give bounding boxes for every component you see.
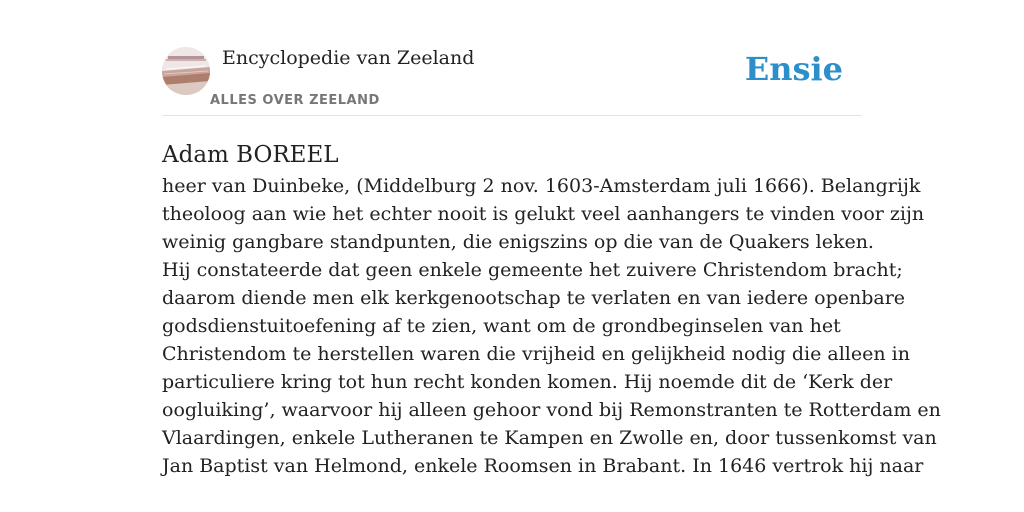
text-line: godsdienstuitoefening af te zien, want om de grondbeginselen van het [162, 315, 841, 337]
article-body [162, 172, 941, 480]
site-logo-image[interactable] [162, 47, 210, 95]
article [162, 138, 941, 480]
text-line: Vlaardingen, enkele Lutheranen te Kampen en Zwolle en, door tussenkomst van [162, 427, 937, 449]
ensie-logo-link[interactable]: Ensie [744, 50, 843, 88]
site-subtitle: ALLES OVER ZEELAND [210, 93, 380, 108]
text-line: daarom diende men elk kerkgenootschap te verlaten en van iedere openbare [162, 287, 906, 309]
text-line: weinig gangbare standpunten, die enigszins op die van de Quakers leken. [162, 231, 874, 253]
article-paragraph [162, 172, 925, 256]
text-line: theoloog aan wie het echter nooit is gelukt veel aanhangers te vinden voor zijn [162, 203, 925, 225]
text-line: Christendom te herstellen waren die vrijheid en gelijkheid nodig die alleen in [162, 343, 910, 365]
article-title: Adam BOREEL [162, 142, 339, 168]
text-line: oogluiking’, waarvoor hij alleen gehoor vond bij Remonstranten te Rotterdam en [162, 399, 941, 421]
text-line: Hij constateerde dat geen enkele gemeente het zuivere Christendom bracht; [162, 259, 903, 281]
text-line: Jan Baptist van Helmond, enkele Roomsen in Brabant. In 1646 vertrok hij naar [162, 455, 924, 477]
text-line: heer van Duinbeke, (Middelburg 2 nov. 1603-Amsterdam juli 1666). Belangrijk [162, 175, 921, 197]
site-header [162, 0, 862, 116]
site-logo-graphic [162, 47, 210, 95]
site-title[interactable]: Encyclopedie van Zeeland [222, 47, 475, 69]
article-paragraph [162, 256, 941, 480]
text-line: particuliere kring tot hun recht konden komen. Hij noemde dit de ‘Kerk der [162, 371, 893, 393]
